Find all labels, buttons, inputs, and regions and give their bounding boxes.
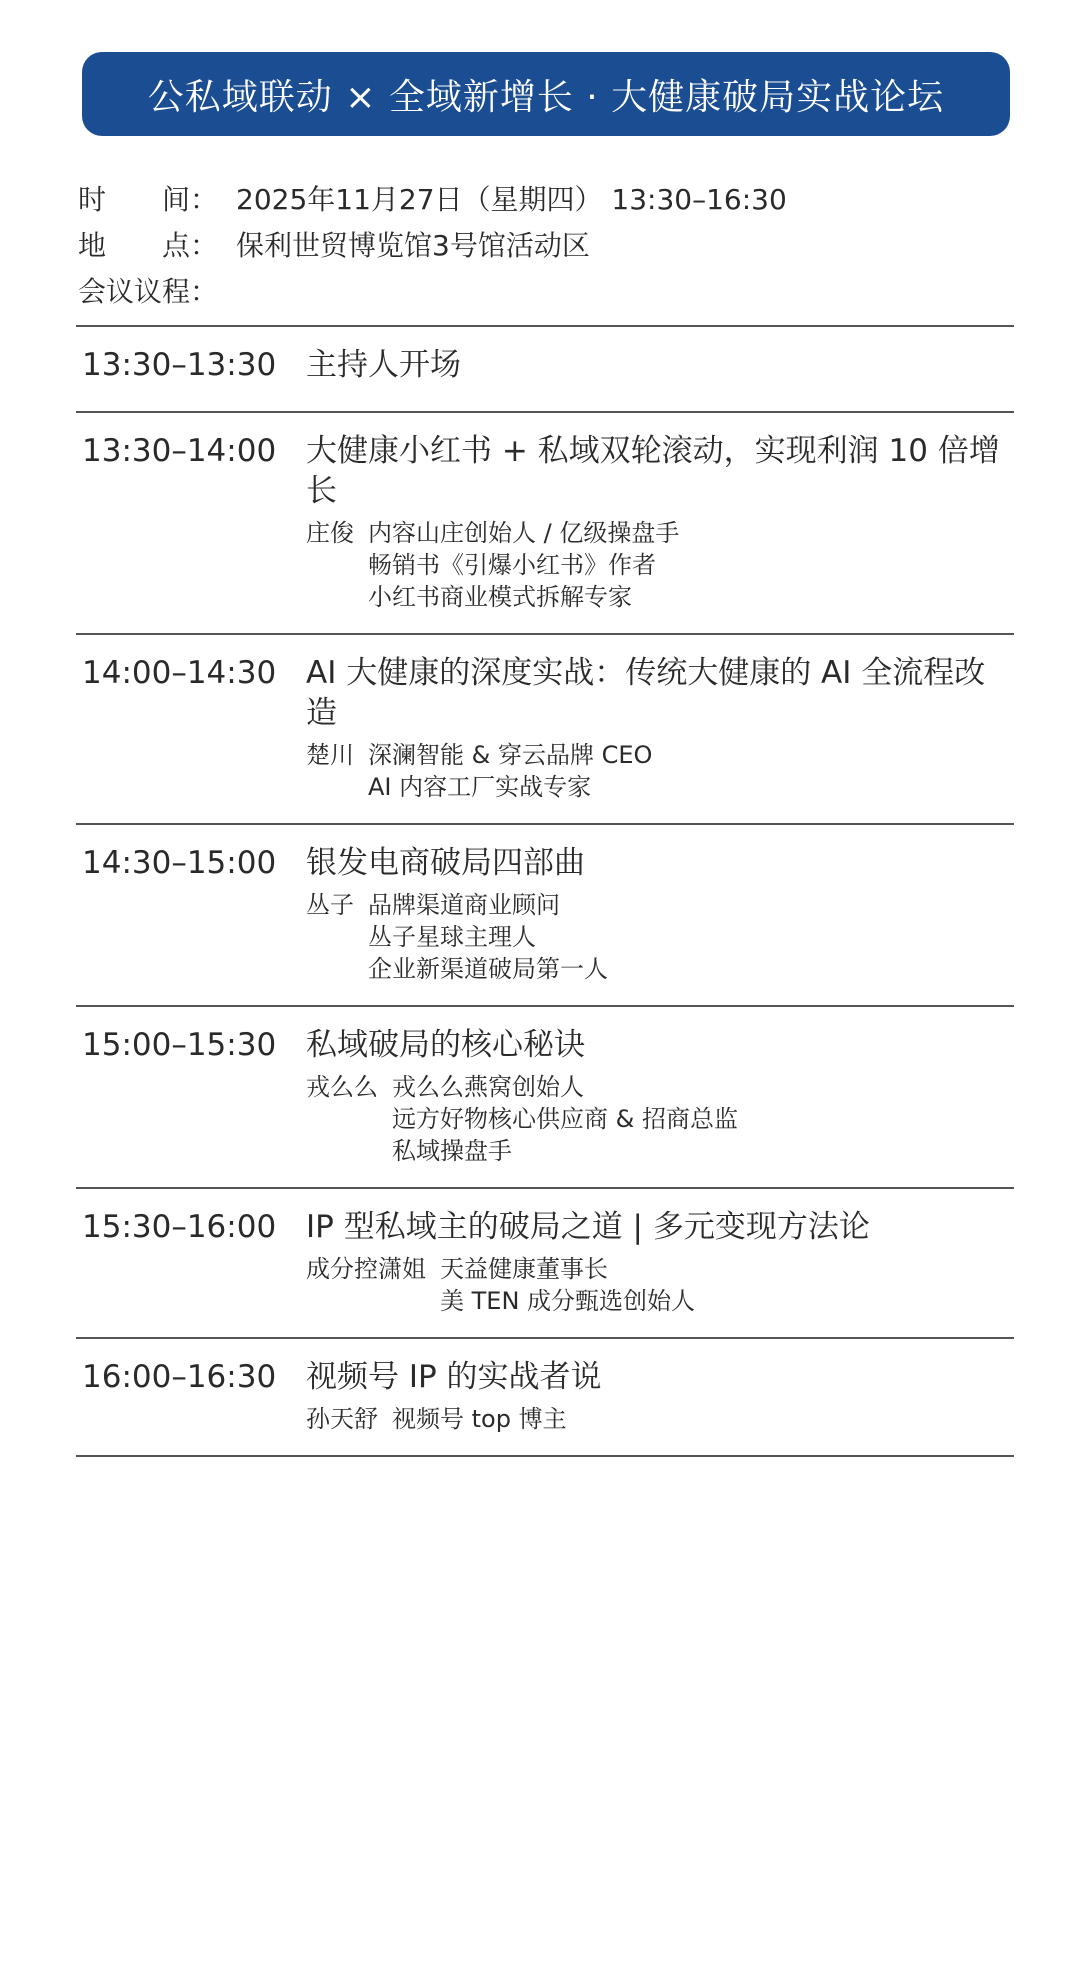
agenda-session xyxy=(76,825,1014,1007)
speaker-info xyxy=(306,889,1014,985)
agenda-table xyxy=(76,325,1014,1457)
speaker-roles xyxy=(440,1253,695,1317)
event-time-value: 2025年11月27日（星期四） 13:30–16:30 xyxy=(236,183,787,216)
speaker-role: AI 内容工厂实战专家 xyxy=(368,773,592,801)
agenda-session xyxy=(76,413,1014,635)
session-body xyxy=(306,345,1014,391)
speaker-role: 品牌渠道商业顾问 xyxy=(368,891,560,919)
speaker-name: 戎么么 xyxy=(306,1073,378,1101)
event-info xyxy=(78,178,1018,316)
session-body xyxy=(306,431,1014,613)
speaker-role: 小红书商业模式拆解专家 xyxy=(368,583,632,611)
event-time-label: 时 间： xyxy=(78,183,219,216)
event-time-row xyxy=(78,178,1018,224)
speaker-role: 内容山庄创始人 / 亿级操盘手 xyxy=(368,519,680,547)
agenda-session xyxy=(76,1339,1014,1457)
agenda-heading-row xyxy=(78,270,1018,316)
session-time: 15:00–15:30 xyxy=(82,1027,277,1063)
session-title: 主持人开场 xyxy=(306,347,461,383)
session-time: 15:30–16:00 xyxy=(82,1209,277,1245)
speaker-info xyxy=(306,1071,1014,1167)
session-body xyxy=(306,1207,1014,1317)
speaker-roles xyxy=(392,1071,738,1167)
session-title: IP 型私域主的破局之道 | 多元变现方法论 xyxy=(306,1209,870,1245)
speaker-name: 成分控潇姐 xyxy=(306,1255,426,1283)
speaker-name: 丛子 xyxy=(306,891,354,919)
speaker-info xyxy=(306,739,1014,803)
session-time: 14:30–15:00 xyxy=(82,845,277,881)
speaker-roles xyxy=(368,889,608,985)
agenda-session xyxy=(76,327,1014,413)
session-body xyxy=(306,653,1014,803)
speaker-role: 视频号 top 博主 xyxy=(392,1405,567,1433)
session-title: 私域破局的核心秘诀 xyxy=(306,1027,585,1063)
speaker-roles xyxy=(392,1403,567,1435)
speaker-role: 天益健康董事长 xyxy=(440,1255,608,1283)
speaker-info xyxy=(306,1403,1014,1435)
speaker-roles xyxy=(368,517,679,613)
speaker-role: 丛子星球主理人 xyxy=(368,923,536,951)
session-time: 16:00–16:30 xyxy=(82,1359,277,1395)
agenda-session xyxy=(76,1189,1014,1339)
session-title: 大健康小红书 + 私域双轮滚动，实现利润 10 倍增长 xyxy=(306,433,1000,509)
speaker-roles xyxy=(368,739,652,803)
session-title: 视频号 IP 的实战者说 xyxy=(306,1359,602,1395)
event-location-value: 保利世贸博览馆3号馆活动区 xyxy=(236,229,590,262)
session-body xyxy=(306,843,1014,985)
forum-title-banner xyxy=(82,52,1010,136)
speaker-role: 畅销书《引爆小红书》作者 xyxy=(368,551,656,579)
speaker-name: 庄俊 xyxy=(306,519,354,547)
event-location-row xyxy=(78,224,1018,270)
session-body xyxy=(306,1357,1014,1435)
session-time: 13:30–13:30 xyxy=(82,347,277,383)
speaker-name: 楚川 xyxy=(306,741,354,769)
speaker-role: 深澜智能 & 穿云品牌 CEO xyxy=(368,741,653,769)
speaker-role: 企业新渠道破局第一人 xyxy=(368,955,608,983)
session-body xyxy=(306,1025,1014,1167)
speaker-role: 美 TEN 成分甄选创始人 xyxy=(440,1287,696,1315)
session-title: AI 大健康的深度实战：传统大健康的 AI 全流程改造 xyxy=(306,655,986,731)
speaker-role: 戎么么燕窝创始人 xyxy=(392,1073,584,1101)
session-title: 银发电商破局四部曲 xyxy=(306,845,585,881)
speaker-name: 孙天舒 xyxy=(306,1405,378,1433)
agenda-session xyxy=(76,1007,1014,1189)
event-location-label: 地 点： xyxy=(78,229,219,262)
session-time: 14:00–14:30 xyxy=(82,655,277,691)
speaker-role: 私域操盘手 xyxy=(392,1137,512,1165)
agenda-session xyxy=(76,635,1014,825)
speaker-role: 远方好物核心供应商 & 招商总监 xyxy=(392,1105,738,1133)
speaker-info xyxy=(306,517,1014,613)
session-time: 13:30–14:00 xyxy=(82,433,277,469)
agenda-heading: 会议议程： xyxy=(78,275,219,308)
speaker-info xyxy=(306,1253,1014,1317)
forum-title: 公私域联动 × 全域新增长 · 大健康破局实战论坛 xyxy=(147,76,945,118)
